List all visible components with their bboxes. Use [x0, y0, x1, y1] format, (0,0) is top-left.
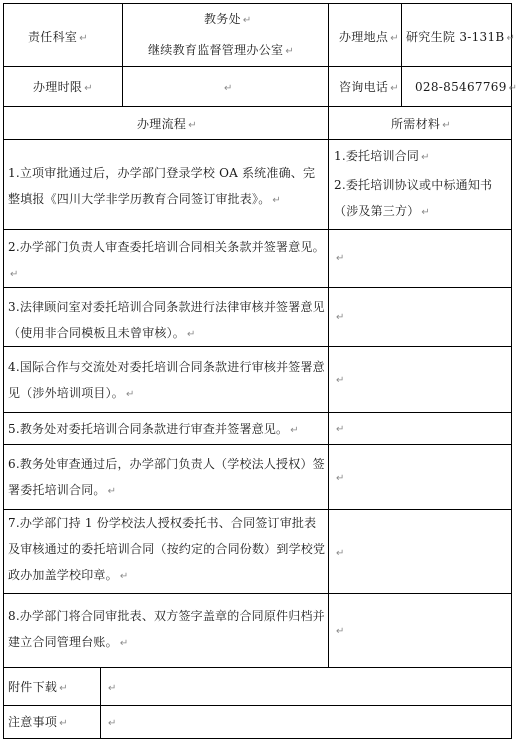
dept-line1: 教务处 [204, 12, 241, 26]
empty-cell-mark [334, 309, 345, 325]
process-step [8, 354, 326, 408]
row-divider [3, 667, 512, 668]
paragraph-mark-icon: ↵ [79, 33, 88, 44]
empty-cell-mark [334, 470, 345, 486]
empty-cell-mark [334, 250, 345, 266]
table-border-left [3, 3, 4, 739]
phone-value-cell [415, 80, 517, 96]
dept-line1-cell [204, 12, 252, 28]
row-divider [3, 593, 512, 594]
dept-label: 责任科室 [28, 30, 78, 44]
notes-value-cell [106, 715, 117, 731]
paragraph-mark-icon: ↵ [336, 253, 345, 264]
paragraph-mark-icon: ↵ [187, 329, 196, 340]
phone-label: 咨询电话 [339, 80, 389, 94]
process-step [8, 603, 326, 657]
paragraph-mark-icon: ↵ [508, 83, 517, 94]
dept-line2: 继续教育监督管理办公室 [148, 43, 284, 57]
step-text: 7.办学部门持 1 份学校法人授权委托书、合同签订审批表及审核通过的委托培训合同（按约定的合同份数）到学校党政办加盖学校印章。 [8, 516, 326, 582]
row-divider [3, 139, 512, 140]
process-header-cell [137, 117, 197, 133]
hours-value-cell [222, 80, 233, 96]
paragraph-mark-icon: ↵ [336, 312, 345, 323]
empty-cell-mark [334, 623, 345, 639]
col-divider [100, 667, 101, 739]
col-divider [401, 3, 402, 107]
step-text: 5.教务处对委托培训合同条款进行审查并签署意见。 [8, 422, 289, 436]
paragraph-mark-icon: ↵ [108, 683, 117, 694]
paragraph-mark-icon: ↵ [336, 548, 345, 559]
step-text: 1.立项审批通过后，办学部门登录学校 OA 系统准确、完整填报《四川大学非学历教育合同签订审批表》。 [8, 166, 316, 206]
process-step [8, 510, 326, 590]
paragraph-mark-icon: ↵ [188, 120, 197, 131]
paragraph-mark-icon: ↵ [126, 389, 135, 400]
row-divider [3, 229, 512, 230]
process-step [8, 451, 326, 505]
paragraph-mark-icon: ↵ [336, 473, 345, 484]
attachment-label-cell [8, 680, 68, 696]
paragraph-mark-icon: ↵ [59, 683, 68, 694]
step-text: 2.办学部门负责人审查委托培训合同相关条款并签署意见。 [8, 240, 325, 254]
dept-label-cell [28, 30, 88, 46]
notes-label-cell [8, 715, 68, 731]
material-item [334, 143, 506, 171]
attachment-label: 附件下载 [8, 680, 58, 694]
table-border-top [3, 3, 512, 4]
location-value-cell [406, 30, 515, 46]
col-divider [328, 3, 329, 668]
paragraph-mark-icon: ↵ [107, 486, 117, 497]
materials-header: 所需材料 [391, 117, 441, 131]
phone-value: 028-85467769 [415, 80, 507, 94]
paragraph-mark-icon: ↵ [84, 83, 93, 94]
paragraph-mark-icon: ↵ [224, 83, 233, 94]
paragraph-mark-icon: ↵ [285, 46, 294, 57]
hours-label: 办理时限 [33, 80, 83, 94]
paragraph-mark-icon: ↵ [442, 120, 451, 131]
location-value: 研究生院 3-131B [406, 30, 505, 44]
process-step [8, 234, 326, 288]
empty-cell-mark [334, 372, 345, 388]
paragraph-mark-icon: ↵ [108, 718, 117, 729]
row-divider [3, 444, 512, 445]
process-step [8, 416, 330, 444]
paragraph-mark-icon: ↵ [272, 195, 281, 206]
phone-label-cell [339, 80, 399, 96]
attachment-download-cell[interactable] [106, 680, 117, 696]
material-item [334, 172, 508, 226]
table-border-bottom [3, 738, 512, 739]
location-label-cell [339, 30, 399, 46]
step-text: 8.办学部门将合同审批表、双方签字盖章的合同原件归档并建立合同管理台账。 [8, 609, 325, 649]
process-step [8, 160, 326, 214]
paragraph-mark-icon: ↵ [336, 375, 345, 386]
material-text: 2.委托培训协议或中标通知书（涉及第三方） [334, 178, 493, 218]
paragraph-mark-icon: ↵ [119, 571, 129, 582]
location-label: 办理地点 [339, 30, 389, 44]
hours-label-cell [33, 80, 93, 96]
notes-label: 注意事项 [8, 715, 58, 729]
row-divider [3, 66, 512, 67]
paragraph-mark-icon: ↵ [242, 15, 252, 26]
paragraph-mark-icon: ↵ [59, 718, 68, 729]
dept-line2-cell [148, 43, 294, 59]
table-border-right [511, 3, 512, 739]
paragraph-mark-icon: ↵ [336, 626, 345, 637]
empty-cell-mark [334, 421, 345, 437]
materials-header-cell [391, 117, 451, 133]
paragraph-mark-icon: ↵ [10, 269, 19, 280]
paragraph-mark-icon: ↵ [119, 638, 129, 649]
process-step [8, 294, 326, 348]
paragraph-mark-icon: ↵ [390, 83, 399, 94]
step-text: 4.国际合作与交流处对委托培训合同条款进行审核并签署意见（涉外培训项目）。 [8, 360, 325, 400]
step-text: 3.法律顾问室对委托培训合同条款进行法律审核并签署意见（使用非合同模板且未曾审核）。 [8, 300, 325, 340]
paragraph-mark-icon: ↵ [421, 207, 430, 218]
row-divider [3, 412, 512, 413]
row-divider [3, 106, 512, 107]
step-text: 6.教务处审查通过后，办学部门负责人（学校法人授权）签署委托培训合同。 [8, 457, 325, 497]
paragraph-mark-icon: ↵ [506, 33, 516, 44]
paragraph-mark-icon: ↵ [390, 33, 399, 44]
paragraph-mark-icon: ↵ [290, 425, 299, 436]
paragraph-mark-icon: ↵ [336, 424, 345, 435]
paragraph-mark-icon: ↵ [421, 152, 430, 163]
process-header: 办理流程 [137, 117, 187, 131]
material-text: 1.委托培训合同 [334, 149, 420, 163]
empty-cell-mark [334, 545, 345, 561]
col-divider [122, 3, 123, 107]
row-divider [3, 705, 512, 706]
